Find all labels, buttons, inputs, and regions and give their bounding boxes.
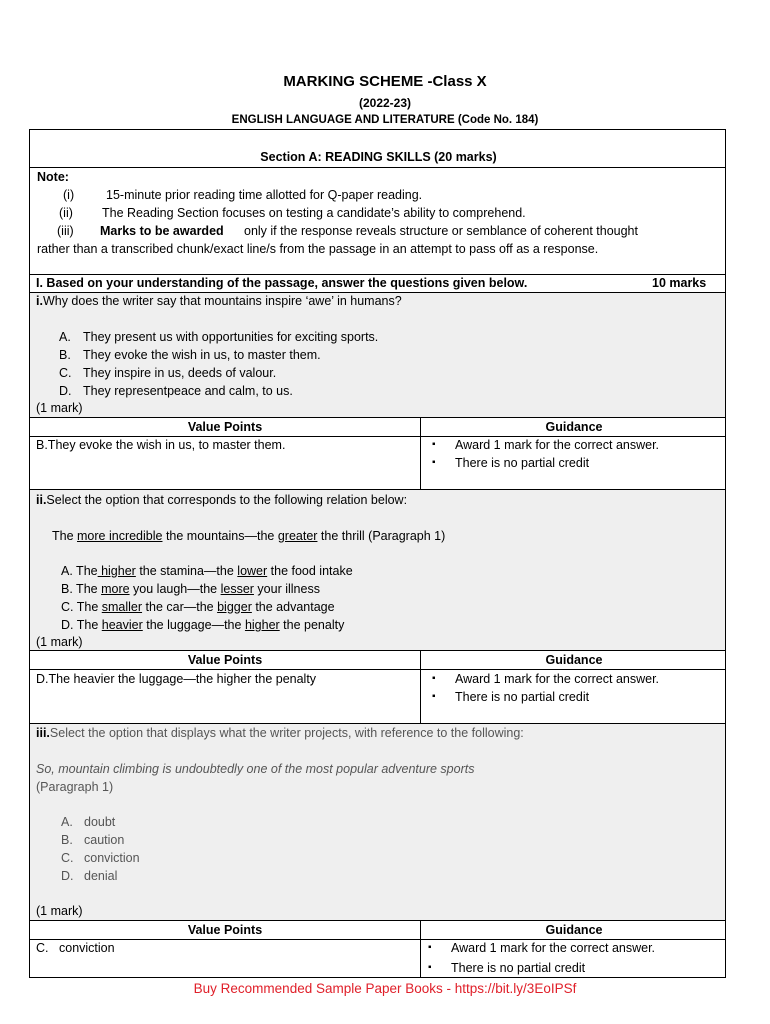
q3-option-a: doubt bbox=[84, 815, 116, 829]
q3-option-d-letter: D. bbox=[61, 869, 74, 883]
q2-answer-table bbox=[29, 650, 726, 724]
bullet-icon: ▪ bbox=[428, 962, 432, 973]
q3-option-c-letter: C. bbox=[61, 851, 74, 865]
note-label: Note: bbox=[37, 170, 69, 184]
bullet-icon: ▪ bbox=[432, 673, 436, 684]
table-header-line bbox=[30, 436, 725, 437]
q3-value-points-header: Value Points bbox=[187, 923, 263, 937]
q1-option-b: They evoke the wish in us, to master them. bbox=[83, 348, 321, 362]
q1-value-points-header: Value Points bbox=[187, 420, 263, 434]
q1-option-d-letter: D. bbox=[59, 384, 72, 398]
q2-option-b: B. The more you laugh—the lesser your illness bbox=[61, 582, 320, 596]
q1-guidance-2: There is no partial credit bbox=[455, 456, 590, 470]
q3-mark: (1 mark) bbox=[36, 904, 83, 918]
q2-mark: (1 mark) bbox=[36, 635, 83, 649]
note-bold-3: Marks to be awarded bbox=[100, 224, 224, 238]
document-subject: ENGLISH LANGUAGE AND LITERATURE (Code No. 184) bbox=[231, 114, 539, 126]
q1-guidance-header: Guidance bbox=[545, 420, 603, 434]
q3-option-c: conviction bbox=[84, 851, 140, 865]
question-1-box bbox=[29, 292, 726, 418]
q3-quote: So, mountain climbing is undoubtedly one of the most popular adventure sports bbox=[36, 762, 475, 776]
table-header-line bbox=[30, 939, 725, 940]
q3-answer: conviction bbox=[59, 941, 115, 955]
bullet-icon: ▪ bbox=[432, 457, 436, 468]
note-text-3: only if the response reveals structure or semblance of coherent thought bbox=[244, 224, 638, 238]
q2-guidance-2: There is no partial credit bbox=[455, 690, 590, 704]
q3-quote-ref: (Paragraph 1) bbox=[36, 780, 114, 794]
q3-guidance-2: There is no partial credit bbox=[451, 961, 586, 975]
q1-option-b-letter: B. bbox=[59, 348, 71, 362]
document-title: MARKING SCHEME -Class X bbox=[283, 73, 487, 90]
question-3-text: iii.Select the option that displays what the writer projects, with reference to the following: bbox=[36, 726, 524, 740]
q2-guidance-1: Award 1 mark for the correct answer. bbox=[455, 672, 660, 686]
q3-answer-table bbox=[29, 920, 726, 978]
q2-option-d: D. The heavier the luggage—the higher the penalty bbox=[61, 618, 345, 632]
note-text-1: 15-minute prior reading time allotted for Q-paper reading. bbox=[106, 188, 423, 202]
q3-guidance-1: Award 1 mark for the correct answer. bbox=[451, 941, 656, 955]
q1-option-c-letter: C. bbox=[59, 366, 72, 380]
q1-guidance-1: Award 1 mark for the correct answer. bbox=[455, 438, 660, 452]
q2-value-points-header: Value Points bbox=[187, 653, 263, 667]
part1-title: I. Based on your understanding of the passage, answer the questions given below. bbox=[36, 276, 528, 290]
q1-option-a: They present us with opportunities for exciting sports. bbox=[83, 330, 379, 344]
question-1-text: i.Why does the writer say that mountains inspire ‘awe’ in humans? bbox=[36, 294, 402, 308]
note-num-1: (i) bbox=[63, 188, 75, 202]
q3-answer-letter: C. bbox=[36, 941, 49, 955]
q2-answer: D.The heavier the luggage—the higher the penalty bbox=[36, 672, 317, 686]
note-text-2: The Reading Section focuses on testing a candidate’s ability to comprehend. bbox=[102, 206, 526, 220]
document-year: (2022-23) bbox=[358, 96, 412, 110]
question-3-box bbox=[29, 723, 726, 921]
q2-guidance-header: Guidance bbox=[545, 653, 603, 667]
q2-option-a: A. The higher the stamina—the lower the food intake bbox=[61, 564, 353, 578]
question-1-num: i. bbox=[36, 294, 43, 308]
q3-guidance-header: Guidance bbox=[545, 923, 603, 937]
note-num-2: (ii) bbox=[59, 206, 73, 220]
table-header-line bbox=[30, 669, 725, 670]
q1-mark: (1 mark) bbox=[36, 401, 83, 415]
q2-relation: The more incredible the mountains—the greater the thrill (Paragraph 1) bbox=[52, 529, 446, 543]
q3-option-b: caution bbox=[84, 833, 125, 847]
q1-option-a-letter: A. bbox=[59, 330, 71, 344]
q1-option-d: They representpeace and calm, to us. bbox=[83, 384, 293, 398]
question-2-num: ii. bbox=[36, 493, 47, 507]
part1-header-box bbox=[29, 274, 726, 293]
divider bbox=[30, 167, 725, 168]
bullet-icon: ▪ bbox=[428, 942, 432, 953]
bullet-icon: ▪ bbox=[432, 691, 436, 702]
question-2-box bbox=[29, 489, 726, 651]
q3-option-a-letter: A. bbox=[61, 815, 73, 829]
q2-option-c: C. The smaller the car—the bigger the advantage bbox=[61, 600, 335, 614]
question-3-num: iii. bbox=[36, 726, 50, 740]
q1-option-c: They inspire in us, deeds of valour. bbox=[83, 366, 277, 380]
q3-option-d: denial bbox=[84, 869, 118, 883]
section-title: Section A: READING SKILLS (20 marks) bbox=[260, 150, 497, 164]
note-cont-3: rather than a transcribed chunk/exact line/s from the passage in an attempt to pass off as a response. bbox=[37, 242, 599, 256]
q3-option-b-letter: B. bbox=[61, 833, 73, 847]
q1-answer: B.They evoke the wish in us, to master them. bbox=[36, 438, 286, 452]
question-2-text: ii.Select the option that corresponds to the following relation below: bbox=[36, 493, 408, 507]
section-note-box bbox=[29, 129, 726, 275]
footer-promo-link[interactable]: Buy Recommended Sample Paper Books - https://bit.ly/3EoIPSf bbox=[193, 981, 577, 996]
bullet-icon: ▪ bbox=[432, 439, 436, 450]
q1-answer-table bbox=[29, 417, 726, 490]
part1-marks: 10 marks bbox=[652, 276, 707, 290]
note-num-3: (iii) bbox=[57, 224, 74, 238]
